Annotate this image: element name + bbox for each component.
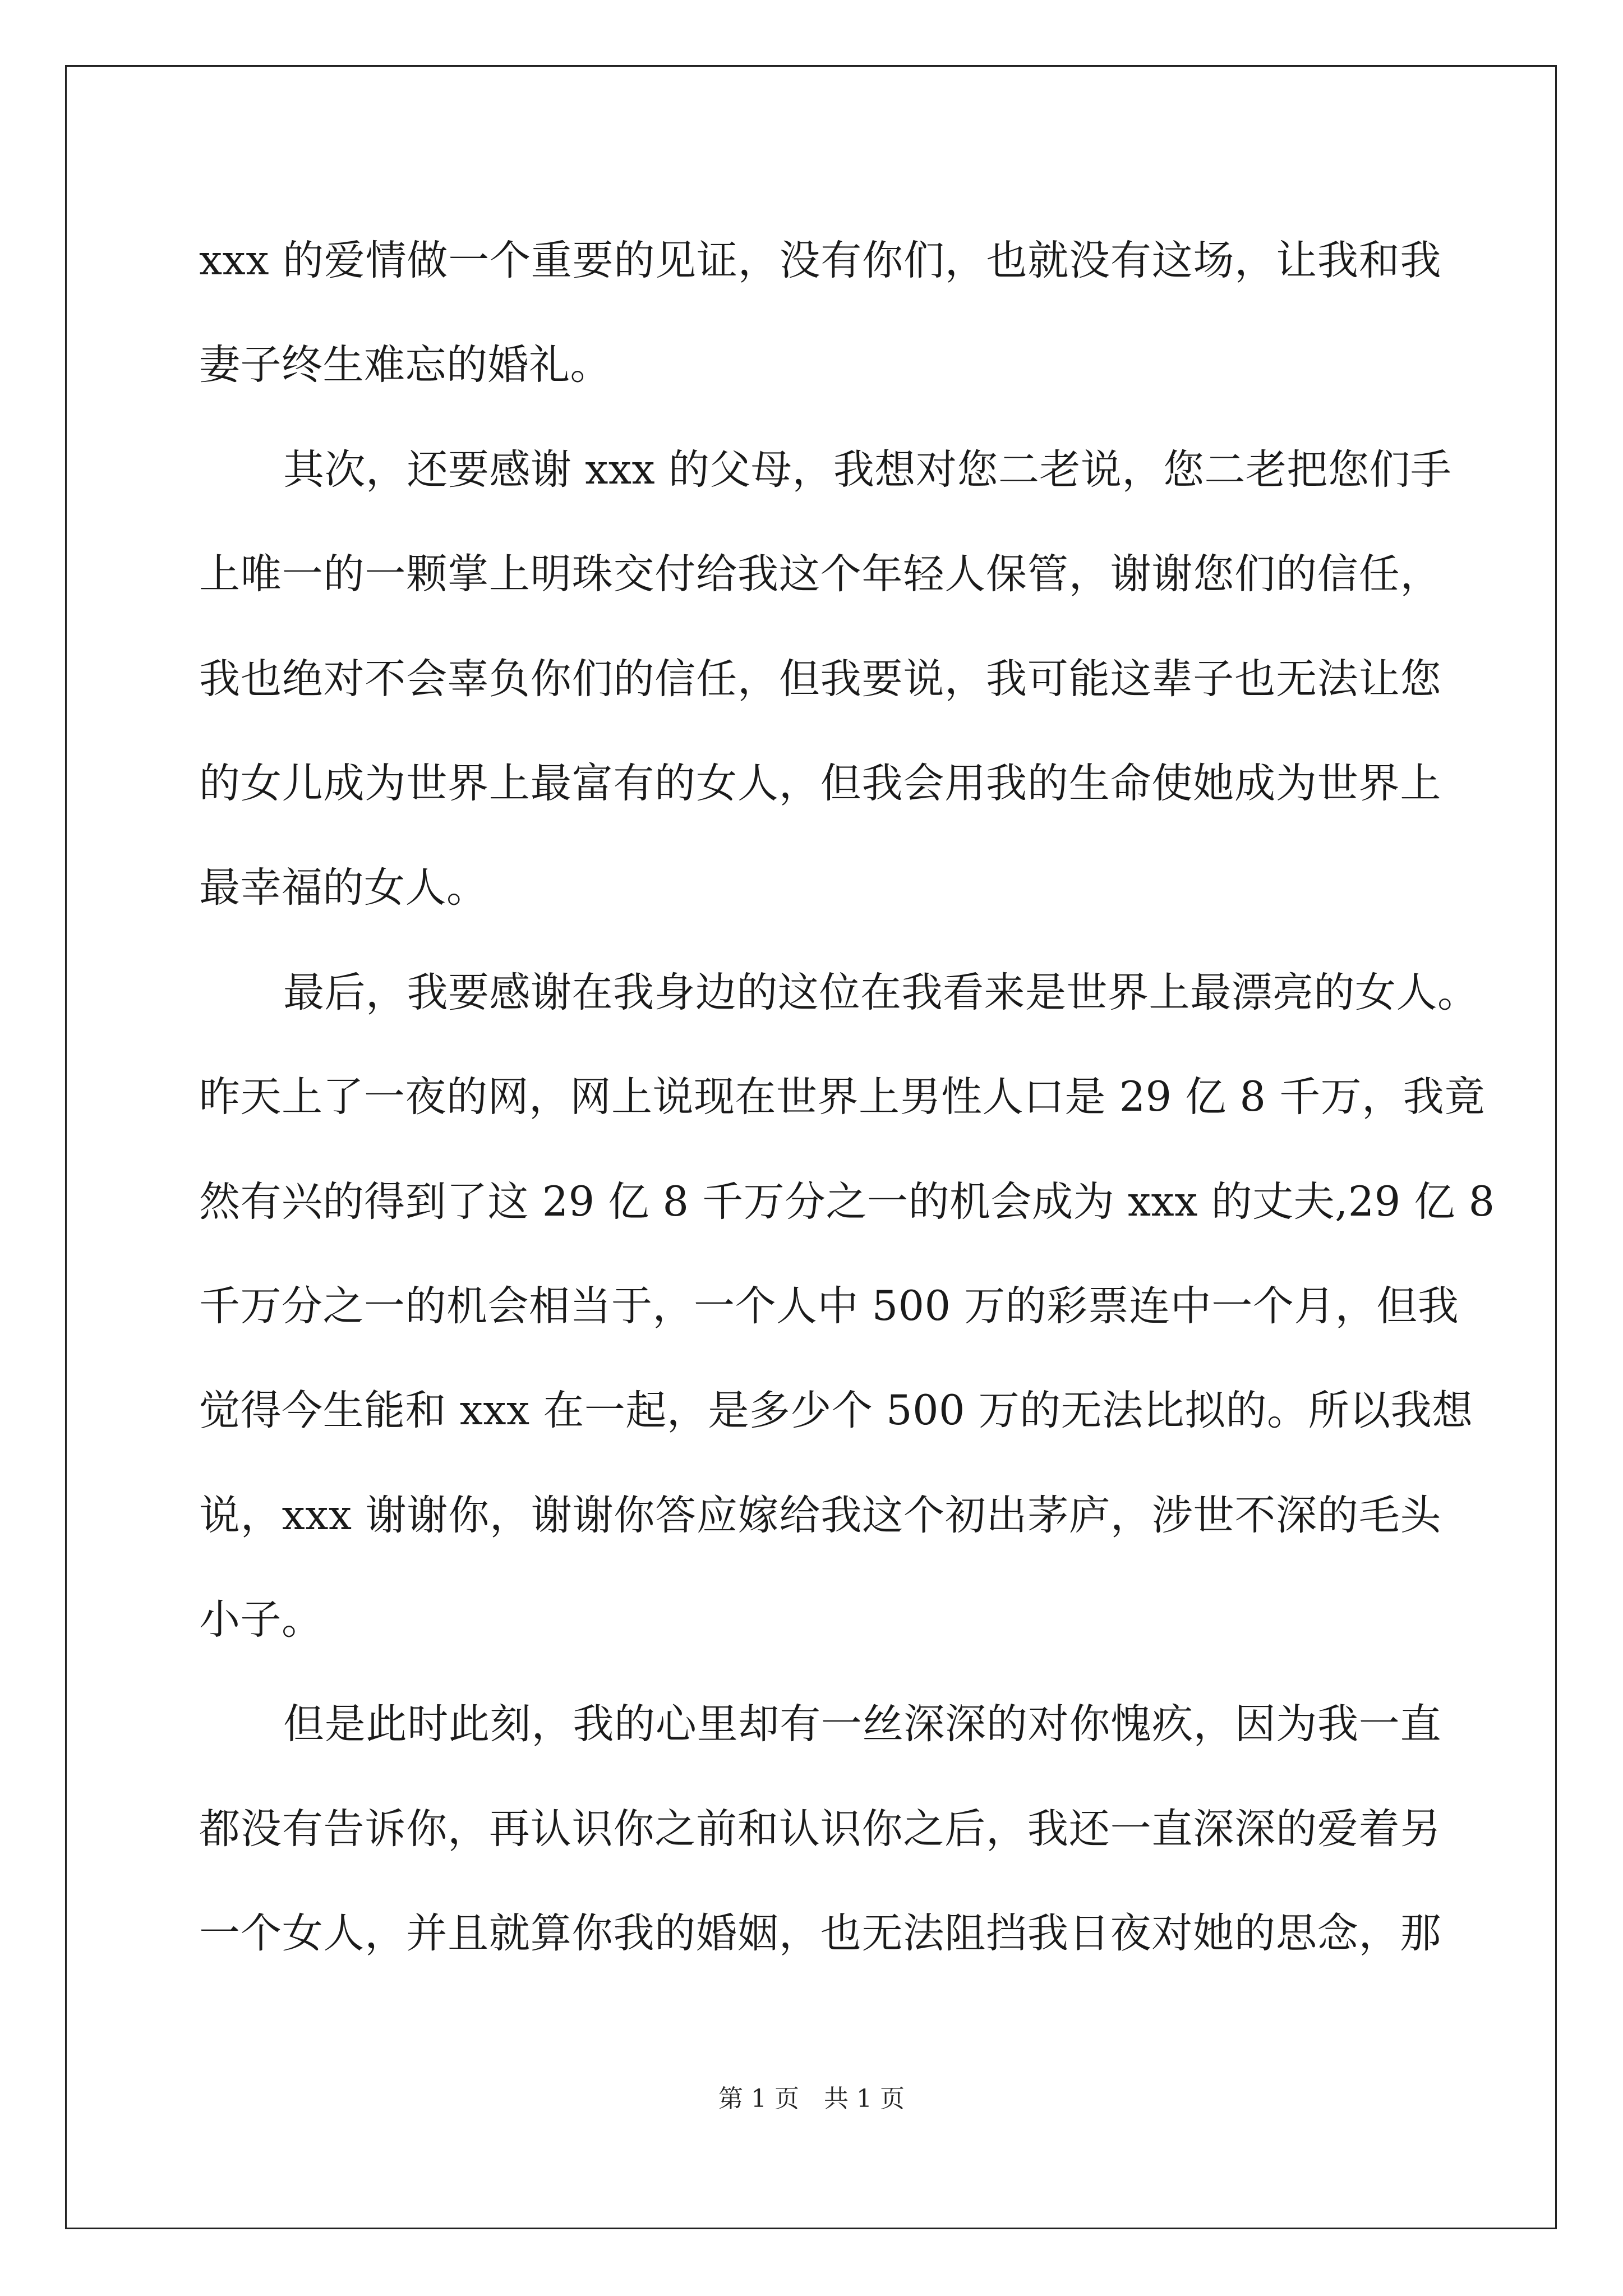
text-line: 其次，还要感谢 xxx 的父母，我想对您二老说，您二老把您们手	[283, 445, 1452, 494]
text-line: 但是此时此刻，我的心里却有一丝深深的对你愧疚，因为我一直	[283, 1700, 1441, 1749]
document-body	[199, 209, 1495, 1986]
text-line: 说，xxx 谢谢你，谢谢你答应嫁给我这个初出茅庐，涉世不深的毛头	[199, 1491, 1441, 1539]
text-line: 小子。	[199, 1596, 323, 1644]
text-line: 妻子终生难忘的婚礼。	[199, 341, 611, 389]
text-line: 的女儿成为世界上最富有的女人，但我会用我的生命使她成为世界上	[199, 759, 1441, 807]
text-line: 然有兴的得到了这 29 亿 8 千万分之一的机会成为 xxx 的丈夫,29 亿 8	[199, 1177, 1495, 1226]
text-line: xxx 的爱情做一个重要的见证，没有你们，也就没有这场，让我和我	[199, 237, 1441, 284]
text-line: 最后，我要感谢在我身边的这位在我看来是世界上最漂亮的女人。	[283, 968, 1479, 1016]
text-line: 一个女人，并且就算你我的婚姻，也无法阻挡我日夜对她的思念，那	[199, 1910, 1441, 1958]
page-number-footer: 第 1 页 共 1 页	[718, 2085, 905, 2113]
text-line: 我也绝对不会辜负你们的信任，但我要说，我可能这辈子也无法让您	[199, 655, 1441, 703]
text-line: 都没有告诉你，再认识你之前和认识你之后，我还一直深深的爱着另	[199, 1805, 1441, 1853]
text-line: 千万分之一的机会相当于，一个人中 500 万的彩票连中一个月，但我	[199, 1282, 1459, 1330]
text-line: 上唯一的一颗掌上明珠交付给我这个年轻人保管，谢谢您们的信任，	[199, 550, 1441, 599]
text-line: 觉得今生能和 xxx 在一起，是多少个 500 万的无法比拟的。所以我想	[199, 1387, 1473, 1435]
text-line: 昨天上了一夜的网，网上说现在世界上男性人口是 29 亿 8 千万，我竟	[199, 1073, 1486, 1121]
text-line: 最幸福的女人。	[199, 864, 488, 912]
